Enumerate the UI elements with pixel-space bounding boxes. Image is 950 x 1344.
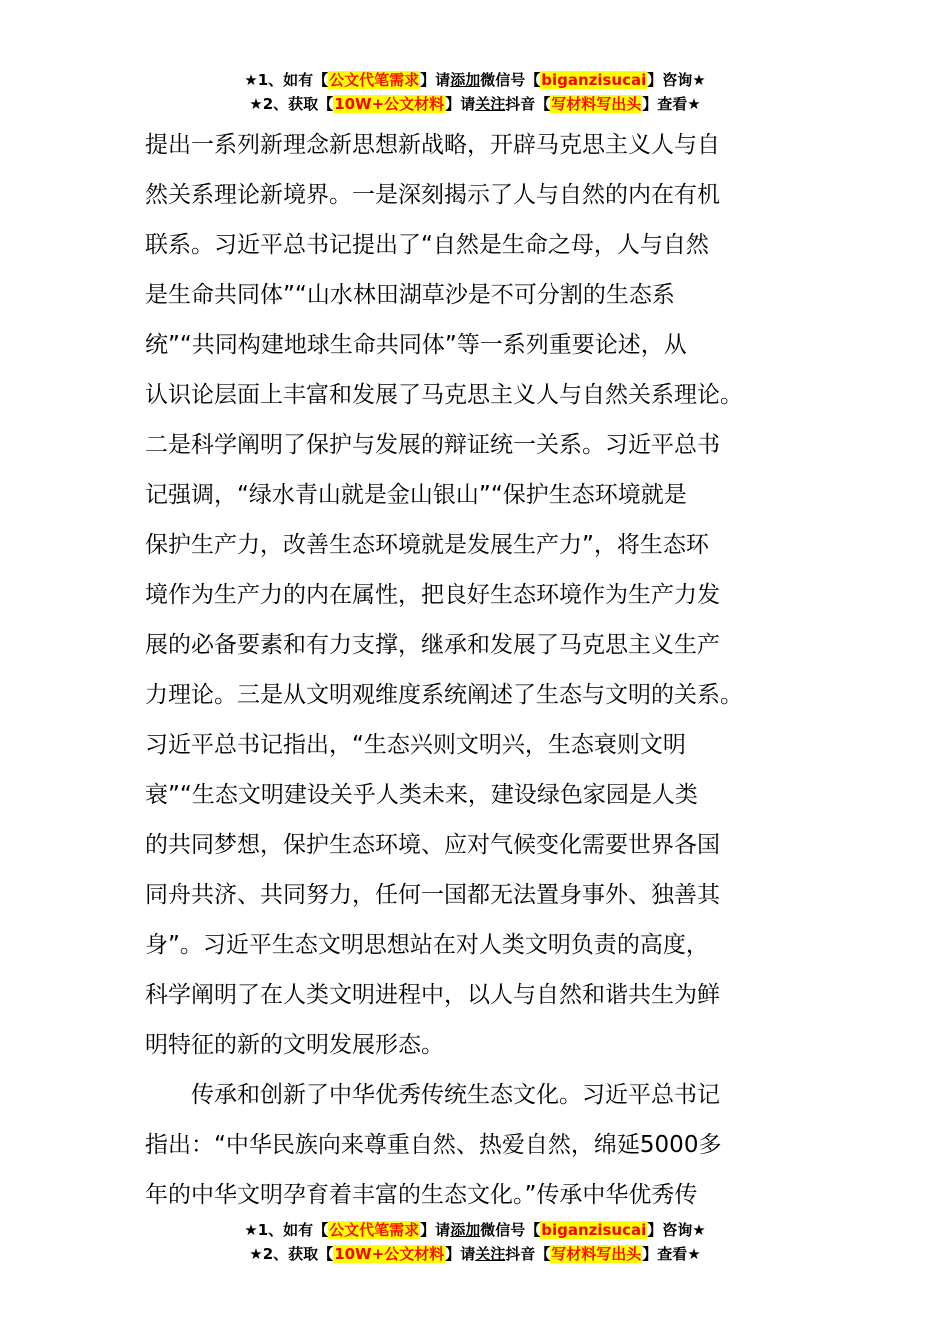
banner-text: 抖音【: [505, 1245, 551, 1263]
highlight-douyin: 写材料写出头: [551, 95, 642, 113]
body-line: 展的必备要素和有力支撑，继承和发展了马克思主义生产: [145, 632, 720, 658]
highlight-materials: 10W+公文材料: [334, 95, 445, 113]
body-line: 是生命共同体”“山水林田湖草沙是不可分割的生态系: [145, 282, 675, 308]
body-line: 传承和创新了中华优秀传统生态文化。习近平总书记: [145, 1082, 720, 1108]
banner-text: ★2、获取【: [249, 95, 334, 113]
banner-line-1: [0, 1218, 950, 1242]
highlight-service: 公文代笔需求: [329, 1221, 420, 1239]
banner-text: 】请: [420, 1221, 451, 1239]
banner-text: ★1、如有【: [244, 1221, 329, 1239]
highlight-materials: 10W+公文材料: [334, 1245, 445, 1263]
body-line: 年的中华文明孕育着丰富的生态文化。”传承中华优秀传: [145, 1182, 698, 1208]
body-line: 明特征的新的文明发展形态。: [145, 1032, 444, 1058]
header-banner: [0, 68, 950, 116]
banner-underlined-text: 添加: [450, 1221, 481, 1239]
banner-text: 】查看★: [642, 95, 701, 113]
banner-line-2: [0, 92, 950, 116]
highlight-wechat-id: biganzisucai: [541, 71, 647, 89]
highlight-douyin: 写材料写出头: [551, 1245, 642, 1263]
body-line: 科学阐明了在人类文明进程中，以人与自然和谐共生为鲜: [145, 982, 720, 1008]
banner-text: 微信号【: [480, 1221, 541, 1239]
banner-text: ★1、如有【: [244, 71, 329, 89]
highlight-service: 公文代笔需求: [329, 71, 420, 89]
banner-text: 】查看★: [642, 1245, 701, 1263]
body-line: 二是科学阐明了保护与发展的辩证统一关系。习近平总书: [145, 432, 720, 458]
body-line: 提出一系列新理念新思想新战略，开辟马克思主义人与自: [145, 132, 720, 158]
banner-text: 】请: [445, 1245, 476, 1263]
banner-underlined-text: 关注: [475, 1245, 506, 1263]
body-line: 力理论。三是从文明观维度系统阐述了生态与文明的关系。: [145, 682, 743, 708]
body-line: 认识论层面上丰富和发展了马克思主义人与自然关系理论。: [145, 382, 743, 408]
body-line: 同舟共济、共同努力，任何一国都无法置身事外、独善其: [145, 882, 720, 908]
body-line: 习近平总书记指出，“生态兴则文明兴，生态衰则文明: [145, 732, 686, 758]
body-line: 衰”“生态文明建设关乎人类未来，建设绿色家园是人类: [145, 782, 698, 808]
body-line: 统”“共同构建地球生命共同体”等一系列重要论述，从: [145, 332, 687, 358]
body-line: 境作为生产力的内在属性，把良好生态环境作为生产力发: [145, 582, 720, 608]
banner-line-2: [0, 1242, 950, 1266]
body-line: 联系。习近平总书记提出了“自然是生命之母，人与自然: [145, 232, 709, 258]
banner-text: 】咨询★: [647, 71, 706, 89]
highlight-wechat-id: biganzisucai: [541, 1221, 647, 1239]
banner-text: 】请: [420, 71, 451, 89]
banner-text: 】咨询★: [647, 1221, 706, 1239]
banner-text: ★2、获取【: [249, 1245, 334, 1263]
banner-underlined-text: 关注: [475, 95, 506, 113]
banner-underlined-text: 添加: [450, 71, 481, 89]
body-line: 记强调，“绿水青山就是金山银山”“保护生态环境就是: [145, 482, 687, 508]
banner-text: 微信号【: [480, 71, 541, 89]
body-line: 然关系理论新境界。一是深刻揭示了人与自然的内在有机: [145, 182, 720, 208]
footer-banner: [0, 1218, 950, 1266]
banner-text: 】请: [445, 95, 476, 113]
body-line: 保护生产力，改善生态环境就是发展生产力”，将生态环: [145, 532, 709, 558]
body-line: 的共同梦想，保护生态环境、应对气候变化需要世界各国: [145, 832, 720, 858]
body-line: 指出：“中华民族向来尊重自然、热爱自然，绵延5000多: [145, 1132, 722, 1158]
body-line: 身”。习近平生态文明思想站在对人类文明负责的高度，: [145, 932, 709, 958]
banner-line-1: [0, 68, 950, 92]
banner-text: 抖音【: [505, 95, 551, 113]
document-body: [145, 120, 805, 1220]
